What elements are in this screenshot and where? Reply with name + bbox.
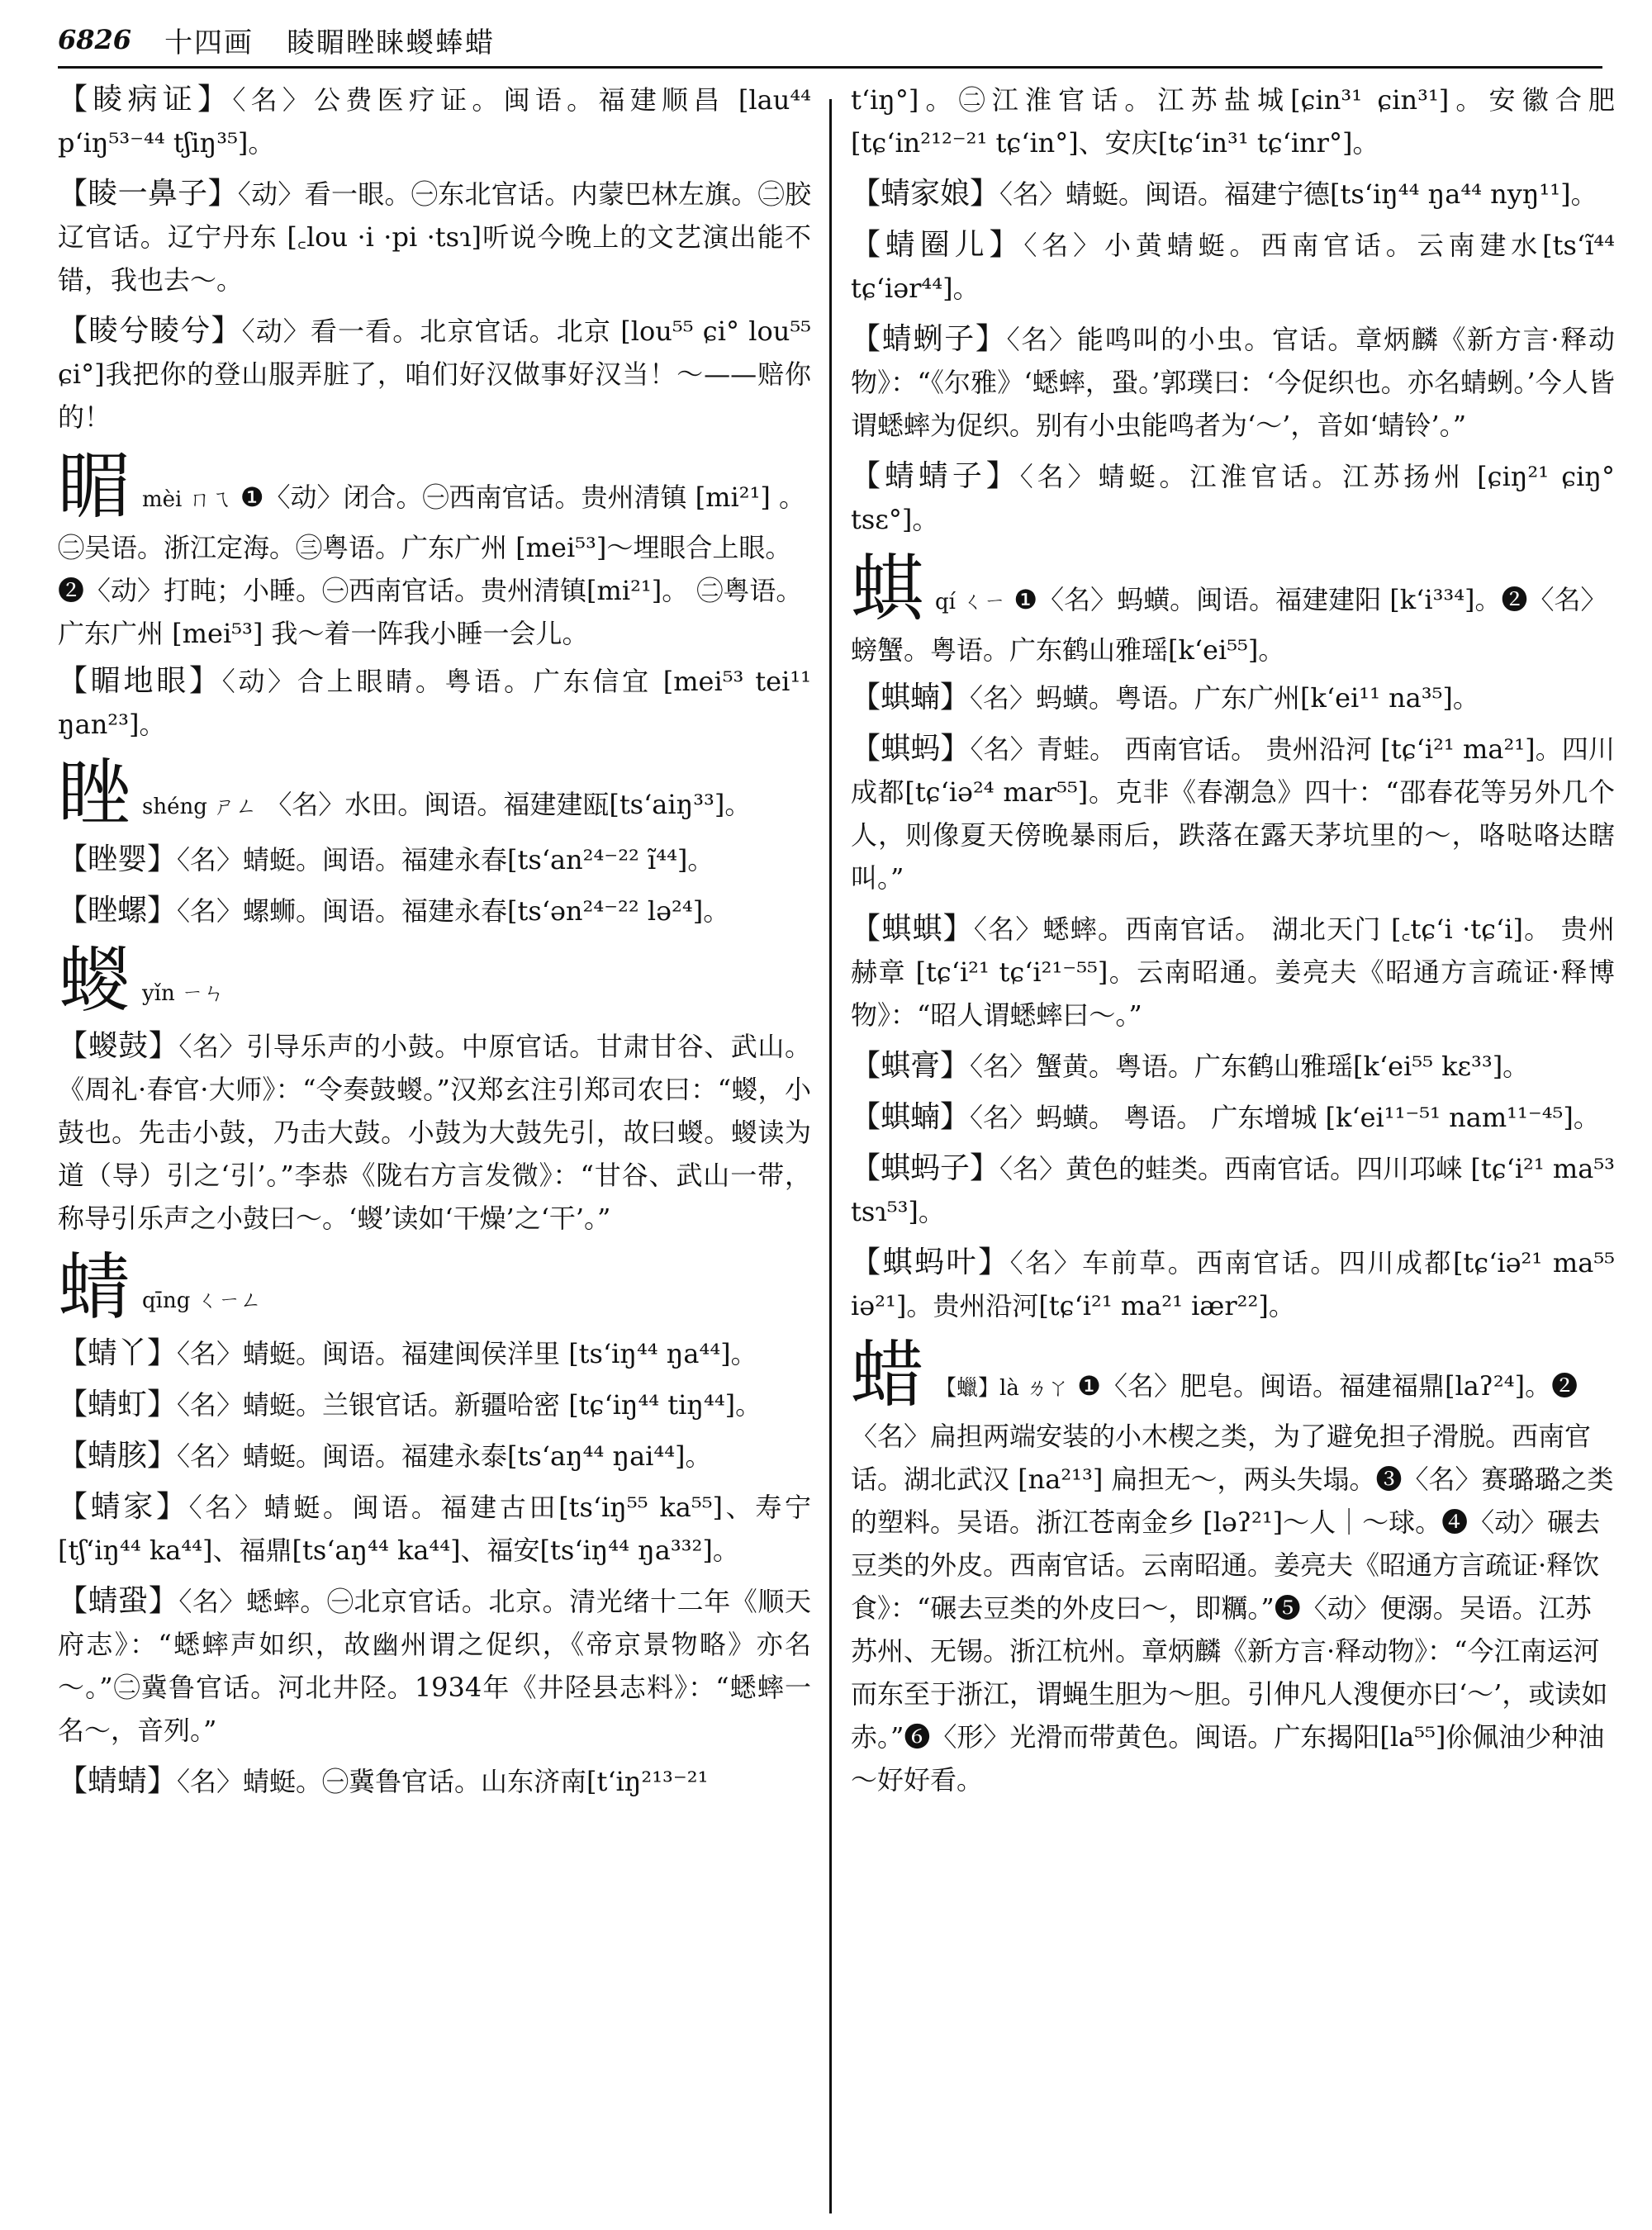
entry-headword: 【蜻胲】 [58,1439,178,1473]
entry-body: 〈名〉蜻蜓。兰银官话。新疆哈密 [tɕʻiŋ⁴⁴ tiŋ⁴⁴]。 [177,1389,762,1421]
page-number: 6826 [58,24,132,55]
character-head [58,444,811,655]
entry-headword: 【蜻蜻】 [58,1764,178,1798]
dictionary-entry [58,838,811,881]
section-label: 十四画 [164,26,254,59]
pinyin: 【蠟】là ㄌㄚ [935,1376,1070,1401]
dictionary-entry [851,78,1615,164]
entry-body: 〈名〉蜻蜓。江淮官话。江苏扬州 [ɕiŋ²¹ ɕiŋ° tsɛ°]。 [851,461,1615,535]
definition-text: ❶〈动〉闭合。㊀西南官话。贵州清镇 [mi²¹] 。㊁吴语。浙江定海。㊂粤语。广东广州 [mei⁵³]～埋眼合上眼。❷〈动〉打盹；小睡。㊀西南官话。贵州清镇[mi²¹]。 ㊁粤语。 广东广州 [mei⁵³] 我～着一阵我小睡一会儿。 [58,482,806,649]
dictionary-entry [58,78,811,164]
entry-body: 〈名〉蚂蟥。 粤语。 广东增城 [kʻei¹¹⁻⁵¹ nam¹¹⁻⁴⁵]。 [970,1102,1600,1133]
entry-headword: 【蜻家】 [58,1490,189,1524]
character-head [58,937,811,1022]
entry-body: 〈名〉蚂蟥。粤语。广东广州[kʻei¹¹ na³⁵]。 [970,682,1479,714]
column-divider [829,99,832,2213]
dictionary-entry [58,1486,811,1572]
pinyin: qí ㄑㄧ [935,590,1006,614]
headword-character: 睸 [58,444,131,529]
entry-headword: 【蜞蝻】 [851,681,971,714]
entry-body: 〈名〉蜻蜓。㊀冀鲁官话。山东济南[tʻiŋ²¹³⁻²¹ [177,1766,709,1797]
dictionary-entry [58,890,811,932]
dictionary-entry [58,173,811,301]
dictionary-entry [58,1025,811,1240]
entry-headword: 【蜻家娘】 [851,177,1000,211]
character-head [851,546,1615,671]
dictionary-entry [851,676,1615,719]
pinyin: qīng ㄑㄧㄥ [142,1288,262,1313]
entry-body: 〈名〉小黄蜻蜓。西南官话。云南建水[tsʻĩ⁴⁴ tɕʻiər⁴⁴]。 [851,230,1615,304]
dictionary-entry [851,1241,1615,1327]
dictionary-entry [58,1332,811,1375]
entry-body: tʻiŋ°]。㊁江淮官话。江苏盐城[ɕin³¹ ɕin³¹]。安徽合肥[tɕʻin²¹²⁻²¹ tɕʻin°]、安庆[tɕʻin³¹ tɕʻinr°]。 [851,84,1615,159]
definition-text: ❶〈名〉肥皂。闽语。福建福鼎[laʔ²⁴]。❷〈名〉扁担两端安装的小木楔之类，为了避免担子滑脱。西南官话。湖北武汉 [na²¹³] 扁担无～，两头失塌。❸〈名〉赛璐璐之类的塑料。吴语。浙江苍南金乡 [ləʔ²¹]～人｜～球。❹〈动〉碾去豆类的外皮。西南官话。云南昭通。姜亮夫《昭通方言疏证·释饮食》：“碾去豆类的外皮曰～，即糲。”❺〈动〉便溺。吴语。江苏苏州、无锡。浙江杭州。章炳麟《新方言·释动物》：“今江南运河而东至于浙江，谓蝇生胆为～胆。引伸凡人溲便亦曰‘～’，或读如赤。”❻〈形〉光滑而带黄色。闽语。广东揭阳[la⁵⁵]伱佩油少种油～好好看。 [851,1370,1614,1796]
headword-character: 睉 [58,751,131,836]
entry-body: 〈动〉看一看。北京官话。北京 [lou⁵⁵ ɕi° lou⁵⁵ ɕi°]我把你的登山服弄脏了，咱们好汉做事好汉当！～——赔你的！ [58,316,811,433]
entry-headword: 【睉螺】 [58,894,178,928]
entry-headword: 【睸地眼】 [58,664,222,698]
entry-body: 〈动〉看一眼。㊀东北官话。内蒙巴林左旗。㊁胶辽官话。辽宁丹东 [꜀lou ·i ·pi ·tsɿ]听说今晚上的文艺演出能不错，我也去～。 [58,178,811,296]
left-column [58,78,811,2213]
entry-headword: 【睖病证】 [58,83,233,116]
headword-character: 蜡 [851,1332,924,1417]
dictionary-entry [58,310,811,439]
character-head [58,751,811,836]
entry-headword: 【蜞蚂子】 [851,1151,1000,1185]
entry-headword: 【睖一鼻子】 [58,177,238,211]
header-characters: 睖睸睉睐蝬蜯蜡 [287,26,496,59]
entry-body: 〈名〉能鸣叫的小虫。官话。章炳麟《新方言·释动物》：“《尔雅》‘蟋蟀，蛩。’郭璞曰：‘今促织也。亦名蜻蛚。’今人皆谓蟋蟀为促织。别有小虫能鸣者为‘～’，音如‘蜻铃’。” [851,324,1615,441]
dictionary-entry [58,660,811,746]
entry-body: 〈名〉蜻蜓。闽语。福建永春[tsʻan²⁴⁻²² ĩ⁴⁴]。 [177,844,714,875]
headword-character: 蜻 [58,1245,131,1330]
dictionary-entry [58,1760,811,1803]
dictionary-entry [851,173,1615,216]
entry-body: 〈动〉合上眼睛。粤语。广东信宜 [mei⁵³ tei¹¹ ŋan²³]。 [58,666,811,740]
entry-body: 〈名〉蜻蜓。闽语。福建古田[tsʻiŋ⁵⁵ ka⁵⁵]、寿宁[tʃʻiŋ⁴⁴ ka⁴⁴]、福鼎[tsʻaŋ⁴⁴ ka⁴⁴]、福安[tsʻiŋ⁴⁴ ŋa³³²]。 [58,1492,811,1566]
entry-body: 〈名〉引导乐声的小鼓。中原官话。甘肃甘谷、武山。《周礼·春官·大师》：“令奏鼓蝬。”汉郑玄注引郑司农曰：“蝬，小鼓也。先击小鼓，乃击大鼓。小鼓为大鼓先引，故曰蝬。蝬读为道（导）引之‘引’。”李恭《陇右方言发微》：“甘谷、武山一带，称导引乐声之小鼓曰～。‘蝬’读如‘干燥’之‘干’。” [58,1031,811,1234]
entry-body: 〈名〉蟹黄。粤语。广东鹤山雅瑶[kʻei⁵⁵ kɛ³³]。 [970,1051,1530,1082]
page-header [58,15,1602,64]
entry-headword: 【蜞蜞】 [851,912,974,946]
entry-body: 〈名〉蟋蟀。㊀北京官话。北京。清光绪十二年《顺天府志》：“蟋蟀声如织，故幽州谓之促织，《帝京景物略》亦名～。”㊁冀鲁官话。河北井陉。1934年《井陉县志料》：“蟋蟀一名～，音列。” [58,1586,811,1746]
entry-body: 〈名〉黄色的蛙类。西南官话。四川邛崃 [tɕʻi²¹ ma⁵³ tsɿ⁵³]。 [851,1153,1615,1227]
dictionary-entry [851,728,1615,899]
header-rule [58,66,1602,69]
entry-headword: 【蜞蝻】 [851,1100,971,1134]
definition-text: 〈名〉水田。闽语。福建建瓯[tsʻaiŋ³³]。 [265,789,752,820]
definition-text: ❶〈名〉蚂蟥。闽语。福建建阳 [kʻi³³⁴]。❷〈名〉螃蟹。粤语。广东鹤山雅瑶[kʻei⁵⁵]。 [851,584,1607,666]
dictionary-entry [851,1096,1615,1139]
dictionary-entry [58,1383,811,1426]
headword-character: 蝬 [58,937,131,1022]
dictionary-entry [851,1045,1615,1088]
entry-body: 〈名〉青蛙。 西南官话。 贵州沿河 [tɕʻi²¹ ma²¹]。四川成都[tɕʻiə²⁴ mar⁵⁵]。克非《春潮急》四十：“邵春花等另外几个人，则像夏天傍晚暴雨后，跌落在露天茅坑里的～，咯哒咯达瞎叫。” [851,733,1615,894]
entry-headword: 【蝬鼓】 [58,1029,179,1063]
entry-body: 〈名〉蜻蜓。闽语。福建宁德[tsʻiŋ⁴⁴ ŋa⁴⁴ nyŋ¹¹]。 [999,178,1597,210]
entry-body: 〈名〉蜻蜓。闽语。福建闽侯洋里 [tsʻiŋ⁴⁴ ŋa⁴⁴]。 [177,1338,757,1369]
entry-headword: 【蜞蚂叶】 [851,1245,1010,1279]
entry-headword: 【蜻虰】 [58,1388,178,1421]
headword-character: 蜞 [851,546,924,631]
entry-body: 〈名〉蜻蜓。闽语。福建永泰[tsʻaŋ⁴⁴ ŋai⁴⁴]。 [177,1440,712,1472]
entry-headword: 【蜻蜻子】 [851,459,1020,493]
entry-headword: 【蜞蚂】 [851,732,971,766]
pinyin: yǐn ㄧㄣ [142,981,225,1006]
entry-headword: 【蜞膏】 [851,1049,971,1083]
dictionary-entry [851,455,1615,541]
entry-headword: 【蜻圈儿】 [851,228,1024,262]
entry-headword: 【睖兮睖兮】 [58,314,242,348]
dictionary-entry [851,1147,1615,1233]
entry-headword: 【睉婴】 [58,842,178,876]
character-head [851,1332,1615,1801]
entry-body: 〈名〉公费医疗证。闽语。福建顺昌 [lau⁴⁴ pʻiŋ⁵³⁻⁴⁴ tʃiŋ³⁵]。 [58,84,811,159]
entry-headword: 【蜻蛩】 [58,1584,179,1618]
dictionary-entry [58,1435,811,1478]
dictionary-entry [851,224,1615,310]
pinyin: shéng ㄕㄥ [142,795,258,819]
entry-headword: 【蜻蛚子】 [851,322,1007,356]
entry-body: 〈名〉车前草。西南官话。四川成都[tɕʻiə²¹ ma⁵⁵ iə²¹]。贵州沿河[tɕʻi²¹ ma²¹ iær²²]。 [851,1247,1615,1321]
character-head [58,1245,811,1330]
dictionary-entry [851,318,1615,447]
entry-headword: 【蜻丫】 [58,1336,178,1370]
pinyin: mèi ㄇㄟ [142,487,232,512]
entry-body: 〈名〉蟋蟀。西南官话。 湖北天门 [꜀tɕʻi ·tɕʻi]。 贵州赫章 [tɕʻi²¹ tɕʻi²¹⁻⁵⁵]。云南昭通。姜亮夫《昭通方言疏证·释博物》：“昭人谓蟋蟀曰～。” [851,913,1615,1031]
dictionary-entry [851,908,1615,1037]
entry-body: 〈名〉螺蛳。闽语。福建永春[tsʻən²⁴⁻²² lə²⁴]。 [177,895,730,927]
dictionary-entry [58,1580,811,1752]
right-column [851,78,1615,2213]
